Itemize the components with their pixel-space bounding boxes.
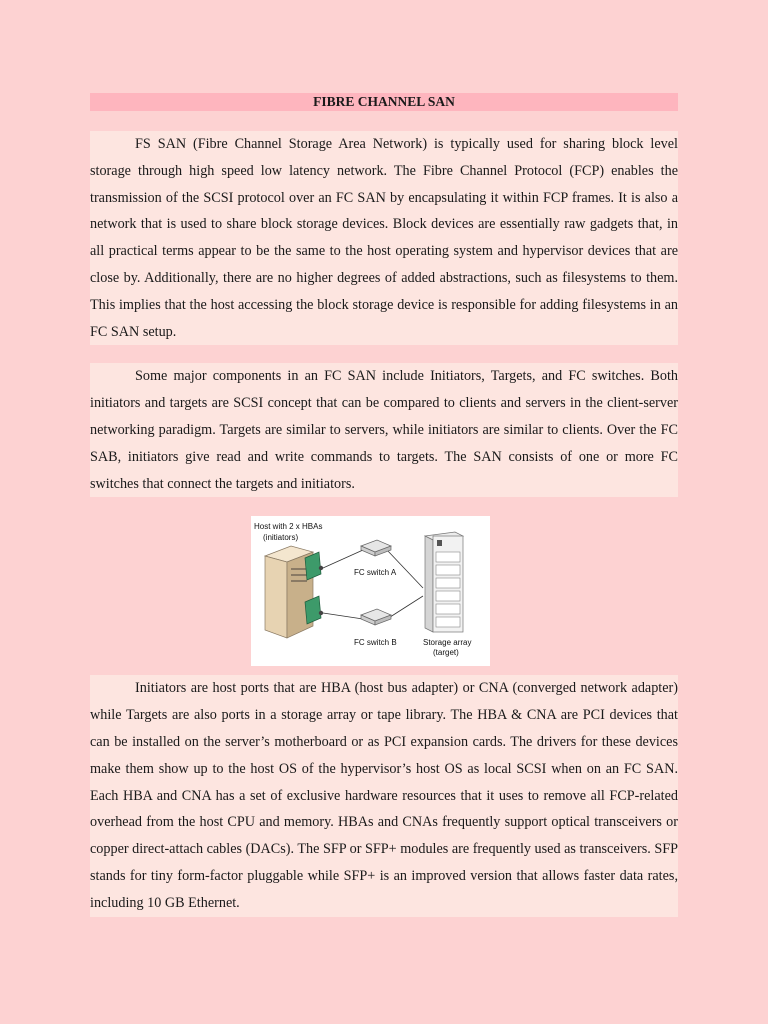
paragraph-intro: FS SAN (Fibre Channel Storage Area Network) is typically used for sharing block level storage through high speed low latency network. The Fibre Channel Protocol (FCP) enables the transmission of the SCSI protocol over an FC SAN by encapsulating it within FCP frames. It is also a network that is used to share block storage devices. Block devices are essentially raw gadgets that, in all practical terms appear to be the same to the host operating system and hypervisor devices that are close by. Additionally, there are no higher degrees of added abstractions, such as filesystems to them. This implies that the host accessing the block storage device is responsible for adding filesystems in an FC SAN setup. (90, 131, 678, 345)
switch-a-label: FC switch A (354, 568, 397, 578)
storage-label-line1: Storage array (423, 638, 472, 648)
host-label-line1: Host with 2 x HBAs (254, 522, 323, 532)
paragraph-components: Some major components in an FC SAN include Initiators, Targets, and FC switches. Both initiators and targets are SCSI concept that can be compared to clients and servers in the client-server networking paradigm. Targets are similar to servers, while initiators are similar to clients. Over the FC SAB, initiators give read and write commands to targets. The SAN consists of one or more FC switches that connect the targets and initiators. (90, 363, 678, 497)
switch-b-label: FC switch B (354, 638, 397, 648)
fc-switch-b-icon (361, 609, 391, 625)
host-label-line2: (initiators) (263, 533, 299, 543)
document-title: FIBRE CHANNEL SAN (90, 93, 678, 111)
fc-san-diagram (251, 516, 490, 666)
fc-cables (323, 550, 423, 619)
fc-switch-a-icon (361, 540, 391, 556)
figure-container (90, 497, 678, 675)
paragraph-initiators: Initiators are host ports that are HBA (host bus adapter) or CNA (converged network adapter) while Targets are also ports in a storage array or tape library. The HBA & CNA are PCI devices that can be installed on the server’s motherboard or as PCI expansion cards. The drivers for these devices make them show up to the host OS of the hypervisor’s host OS as local SCSI when on an FC SAN. Each HBA and CNA has a set of exclusive hardware resources that it uses to remove all FCP-related overhead from the host CPU and memory. HBAs and CNAs frequently support optical transceivers or copper direct-attach cables (DACs). The SFP or SFP+ modules are frequently used as transceivers. SFP stands for tiny form-factor pluggable while SFP+ is an improved version that allows faster data rates, including 10 GB Ethernet. (90, 675, 678, 916)
storage-label-line2: (target) (433, 648, 459, 658)
document-page (90, 93, 678, 917)
storage-array-icon (425, 532, 463, 632)
fc-san-diagram-svg (251, 516, 490, 666)
